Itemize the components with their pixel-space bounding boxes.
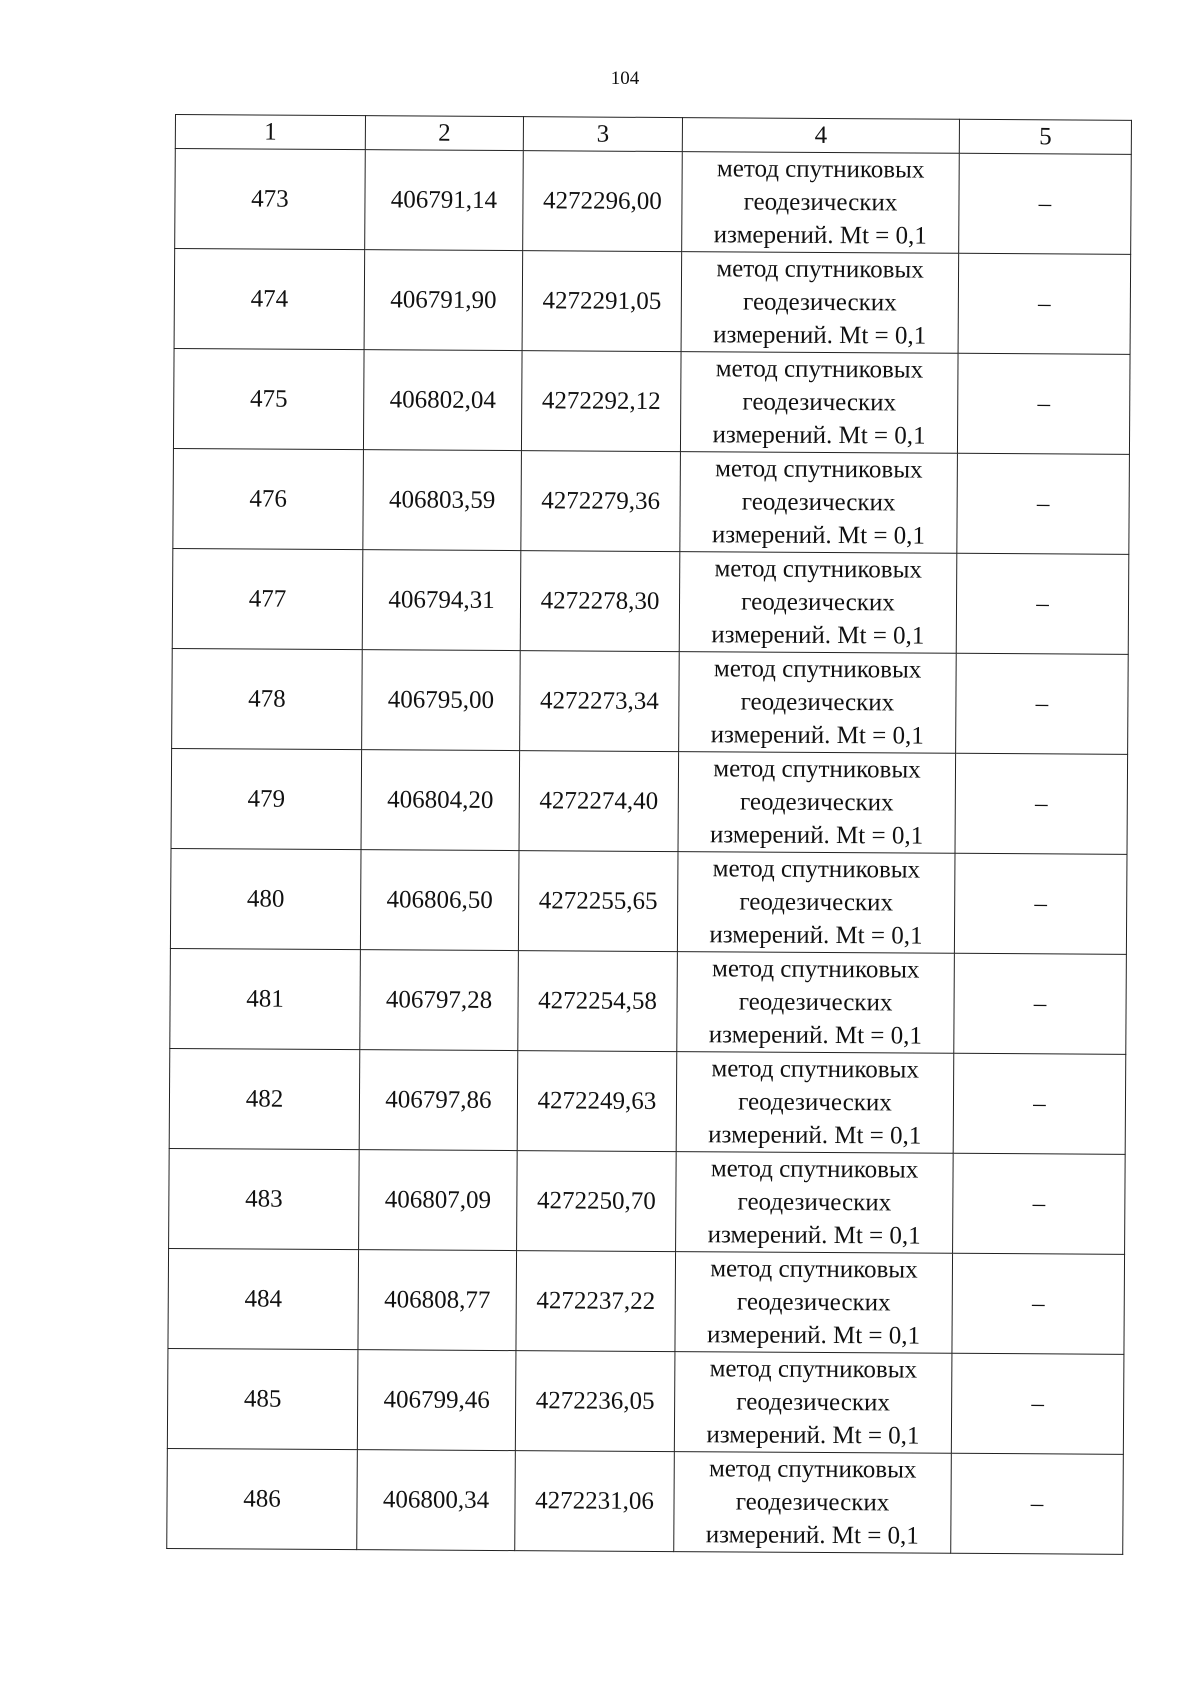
method-line: геодезических <box>736 1388 891 1417</box>
method-line: измерений. Mt = 0,1 <box>713 321 927 350</box>
coordinate-y-cell: 4272279,36 <box>521 451 681 552</box>
note-cell: – <box>951 1453 1124 1554</box>
point-number-cell: 477 <box>172 548 363 649</box>
table-row <box>172 648 1129 754</box>
point-number-cell: 483 <box>169 1148 360 1249</box>
table-header-row <box>175 115 1131 155</box>
point-number-cell: 475 <box>173 348 364 449</box>
method-line: измерений. Mt = 0,1 <box>708 1021 922 1050</box>
method-line: измерений. Mt = 0,1 <box>713 221 927 250</box>
note-cell: – <box>954 953 1127 1054</box>
method-line: геодезических <box>742 388 897 417</box>
method-line: геодезических <box>739 788 894 817</box>
coordinate-y-cell: 4272255,65 <box>518 851 678 952</box>
note-cell: – <box>953 1053 1126 1154</box>
method-line: измерений. Mt = 0,1 <box>705 1521 919 1550</box>
method-cell <box>674 1452 952 1554</box>
coordinate-y-cell: 4272274,40 <box>519 751 679 852</box>
point-number-cell: 479 <box>171 748 362 849</box>
coordinate-x-cell: 406791,14 <box>365 150 524 251</box>
coordinate-y-cell: 4272273,34 <box>520 651 680 752</box>
coordinate-y-cell: 4272249,63 <box>517 1051 677 1152</box>
method-line: геодезических <box>739 888 894 917</box>
point-number-cell: 484 <box>168 1248 359 1349</box>
column-header-3: 3 <box>523 117 682 152</box>
method-line: измерений. Mt = 0,1 <box>711 521 926 550</box>
method-cell <box>680 352 958 454</box>
method-line: метод спутниковых <box>713 655 922 684</box>
method-line: метод спутниковых <box>712 955 920 984</box>
method-line: метод спутниковых <box>715 455 923 484</box>
method-line: метод спутниковых <box>711 1055 919 1084</box>
point-number-cell: 485 <box>167 1348 358 1449</box>
coordinates-table-container <box>166 114 1131 1555</box>
coordinate-x-cell: 406806,50 <box>360 850 519 951</box>
method-line: геодезических <box>742 288 897 317</box>
method-cell <box>677 952 955 1054</box>
coordinate-x-cell: 406804,20 <box>361 750 520 851</box>
column-header-4: 4 <box>682 118 959 154</box>
table-row <box>168 1248 1125 1354</box>
table-body <box>167 149 1132 1555</box>
method-cell <box>674 1352 952 1454</box>
coordinate-x-cell: 406808,77 <box>358 1250 517 1351</box>
note-cell: – <box>956 653 1129 754</box>
coordinate-y-cell: 4272278,30 <box>520 551 680 652</box>
note-cell: – <box>956 553 1129 654</box>
note-cell: – <box>959 153 1132 254</box>
method-line: метод спутниковых <box>714 555 923 584</box>
method-cell <box>675 1252 953 1354</box>
method-line: геодезических <box>740 688 895 717</box>
note-cell: – <box>957 453 1130 554</box>
method-line: метод спутниковых <box>709 1355 918 1384</box>
coordinate-y-cell: 4272250,70 <box>517 1151 677 1252</box>
point-number-cell: 482 <box>169 1048 360 1149</box>
note-cell: – <box>958 253 1131 354</box>
method-cell <box>678 752 956 854</box>
method-line: измерений. Mt = 0,1 <box>707 1221 921 1250</box>
table-row <box>170 848 1127 954</box>
method-line: метод спутниковых <box>710 1155 919 1184</box>
method-line: геодезических <box>735 1488 890 1517</box>
method-line: метод спутниковых <box>716 155 925 184</box>
method-line: измерений. Mt = 0,1 <box>709 921 923 950</box>
coordinates-table <box>166 114 1132 1555</box>
column-header-5: 5 <box>959 119 1131 154</box>
method-line: метод спутниковых <box>712 855 921 884</box>
coordinate-x-cell: 406800,34 <box>357 1450 516 1551</box>
coordinate-x-cell: 406802,04 <box>363 350 522 451</box>
table-row <box>167 1348 1124 1454</box>
table-row <box>169 1048 1126 1154</box>
note-cell: – <box>957 353 1130 454</box>
table-row <box>173 348 1130 454</box>
method-cell <box>676 1152 954 1254</box>
method-line: геодезических <box>741 488 896 517</box>
coordinate-y-cell: 4272291,05 <box>522 251 682 352</box>
method-line: измерений. Mt = 0,1 <box>709 821 924 850</box>
table-row <box>175 149 1132 255</box>
coordinate-y-cell: 4272292,12 <box>521 351 681 452</box>
method-line: геодезических <box>738 1088 892 1117</box>
point-number-cell: 473 <box>175 149 366 250</box>
table-row <box>169 1148 1126 1254</box>
method-line: измерений. Mt = 0,1 <box>710 721 924 750</box>
method-line: измерений. Mt = 0,1 <box>711 621 925 650</box>
point-number-cell: 486 <box>167 1448 358 1549</box>
point-number-cell: 480 <box>170 848 361 949</box>
method-line: геодезических <box>743 188 898 217</box>
table-row <box>167 1448 1124 1554</box>
method-line: измерений. Mt = 0,1 <box>712 421 926 450</box>
method-line: метод спутниковых <box>715 355 924 384</box>
table-row <box>173 448 1130 554</box>
point-number-cell: 478 <box>172 648 363 749</box>
page-number: 104 <box>610 68 640 89</box>
note-cell: – <box>955 753 1128 854</box>
table-row <box>172 548 1129 654</box>
note-cell: – <box>954 853 1127 954</box>
coordinate-x-cell: 406803,59 <box>363 450 522 551</box>
method-line: метод спутниковых <box>716 255 924 284</box>
method-line: геодезических <box>741 588 895 617</box>
method-line: измерений. Mt = 0,1 <box>706 1421 920 1450</box>
method-line: метод спутниковых <box>708 1455 917 1484</box>
method-cell <box>676 1052 954 1154</box>
coordinate-x-cell: 406795,00 <box>362 650 521 751</box>
column-header-2: 2 <box>365 116 523 151</box>
point-number-cell: 474 <box>174 249 365 350</box>
method-cell <box>679 652 957 754</box>
coordinate-x-cell: 406807,09 <box>359 1150 518 1251</box>
coordinate-x-cell: 406799,46 <box>357 1350 516 1451</box>
coordinate-y-cell: 4272254,58 <box>518 951 678 1052</box>
method-line: геодезических <box>737 1188 892 1217</box>
method-line: геодезических <box>738 988 893 1017</box>
coordinate-y-cell: 4272237,22 <box>516 1251 676 1352</box>
method-line: геодезических <box>736 1288 891 1317</box>
coordinate-y-cell: 4272296,00 <box>523 151 683 252</box>
table-row <box>170 948 1127 1054</box>
method-line: метод спутниковых <box>713 755 921 784</box>
point-number-cell: 476 <box>173 448 364 549</box>
coordinate-y-cell: 4272236,05 <box>515 1351 675 1452</box>
coordinate-y-cell: 4272231,06 <box>515 1451 675 1552</box>
note-cell: – <box>952 1253 1125 1354</box>
coordinate-x-cell: 406797,28 <box>360 950 519 1051</box>
method-cell <box>679 552 957 654</box>
method-line: метод спутниковых <box>710 1255 918 1284</box>
coordinate-x-cell: 406794,31 <box>362 550 521 651</box>
method-line: измерений. Mt = 0,1 <box>708 1121 922 1150</box>
point-number-cell: 481 <box>170 948 361 1049</box>
coordinate-x-cell: 406797,86 <box>359 1050 518 1151</box>
note-cell: – <box>951 1353 1124 1454</box>
method-cell <box>681 252 959 354</box>
note-cell: – <box>953 1153 1126 1254</box>
method-cell <box>677 852 955 954</box>
coordinate-x-cell: 406791,90 <box>364 250 523 351</box>
method-line: измерений. Mt = 0,1 <box>706 1321 921 1350</box>
method-cell <box>682 152 960 254</box>
table-row <box>174 249 1131 355</box>
column-header-1: 1 <box>175 115 365 150</box>
table-row <box>171 748 1128 854</box>
method-cell <box>680 452 958 554</box>
